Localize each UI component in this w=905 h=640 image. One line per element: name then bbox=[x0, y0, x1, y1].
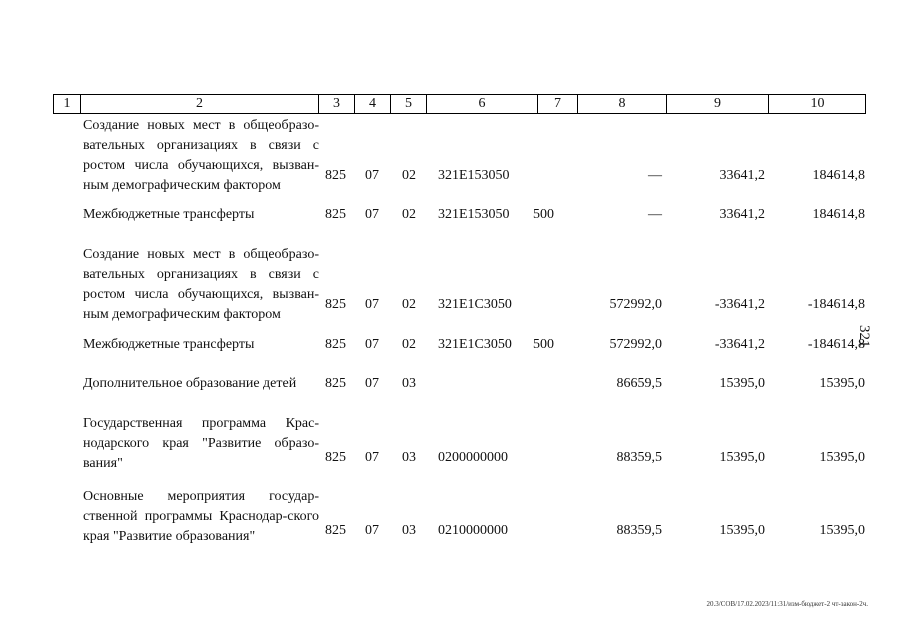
row-sum2: 15395,0 bbox=[719, 450, 765, 465]
row-admin: 825 bbox=[325, 297, 346, 312]
row-sum2: -33641,2 bbox=[714, 337, 765, 352]
row-admin: 825 bbox=[325, 376, 346, 391]
header-col-7: 7 bbox=[538, 95, 578, 113]
row-section: 07 bbox=[365, 450, 379, 465]
row-sum2: -33641,2 bbox=[714, 297, 765, 312]
row-section: 07 bbox=[365, 337, 379, 352]
row-section: 07 bbox=[365, 376, 379, 391]
row-admin: 825 bbox=[325, 168, 346, 183]
row-sum3: -184614,8 bbox=[807, 297, 865, 312]
header-col-10: 10 bbox=[810, 96, 825, 111]
row-admin: 825 bbox=[325, 207, 346, 222]
row-subsection: 02 bbox=[402, 337, 416, 352]
row-sum1: 88359,5 bbox=[616, 450, 662, 465]
row-section: 07 bbox=[365, 297, 379, 312]
row-sum3: 184614,8 bbox=[812, 168, 865, 183]
row-sum3: 184614,8 bbox=[812, 207, 865, 222]
header-col-9: 9 bbox=[667, 95, 769, 113]
row-sum3: 15395,0 bbox=[819, 450, 865, 465]
row-sum2: 15395,0 bbox=[719, 523, 765, 538]
row-subsection: 02 bbox=[402, 207, 416, 222]
row-target: 0210000000 bbox=[438, 523, 508, 538]
row-section: 07 bbox=[365, 523, 379, 538]
row-admin: 825 bbox=[325, 450, 346, 465]
row-sum1: 88359,5 bbox=[616, 523, 662, 538]
header-col-3: 3 bbox=[319, 95, 355, 113]
header-col-1: 1 bbox=[54, 95, 81, 113]
row-type: 500 bbox=[533, 207, 554, 222]
row-subsection: 02 bbox=[402, 168, 416, 183]
header-col-8: 8 bbox=[578, 95, 667, 113]
row-name: Создание новых мест в общеобразо-вательных организациях в связи с ростом числа обучающихся, вызван-ным демографическим фактором bbox=[83, 247, 319, 322]
row-sum3: 15395,0 bbox=[819, 376, 865, 391]
row-name: Дополнительное образование детей bbox=[83, 376, 297, 391]
row-name: Государственная программа Крас-нодарского края "Развитие образо-вания" bbox=[83, 416, 319, 471]
row-sum1: 572992,0 bbox=[609, 337, 662, 352]
row-section: 07 bbox=[365, 168, 379, 183]
header-col-5: 5 bbox=[391, 95, 427, 113]
row-admin: 825 bbox=[325, 337, 346, 352]
row-target: 0200000000 bbox=[438, 450, 508, 465]
row-name: Межбюджетные трансферты bbox=[83, 207, 255, 222]
row-sum1: 572992,0 bbox=[609, 297, 662, 312]
footer-text: 20.3/СОВ/17.02.2023/11:31/изм-бюджет-2 чт-закон-2ч. bbox=[706, 600, 868, 608]
row-target: 321E153050 bbox=[438, 207, 510, 222]
row-sum1: — bbox=[648, 207, 662, 222]
row-subsection: 03 bbox=[402, 523, 416, 538]
row-name: Основные мероприятия государ-ственной программы Краснодар-ского края "Развитие образования" bbox=[83, 489, 319, 544]
header-col-4: 4 bbox=[355, 95, 391, 113]
row-type: 500 bbox=[533, 337, 554, 352]
row-target: 321E1С3050 bbox=[438, 337, 512, 352]
page-number: 321 bbox=[856, 325, 872, 348]
row-sum1: 86659,5 bbox=[616, 376, 662, 391]
header-col-6: 6 bbox=[427, 95, 538, 113]
row-subsection: 02 bbox=[402, 297, 416, 312]
row-name: Создание новых мест в общеобразо-вательных организациях в связи с ростом числа обучающихся, вызван-ным демографическим фактором bbox=[83, 118, 319, 193]
row-name: Межбюджетные трансферты bbox=[83, 337, 255, 352]
row-subsection: 03 bbox=[402, 450, 416, 465]
row-sum2: 33641,2 bbox=[719, 168, 765, 183]
header-col-2: 2 bbox=[81, 95, 319, 113]
row-admin: 825 bbox=[325, 523, 346, 538]
table-header bbox=[53, 94, 866, 114]
row-sum1: — bbox=[648, 168, 662, 183]
row-target: 321E153050 bbox=[438, 168, 510, 183]
row-target: 321E1С3050 bbox=[438, 297, 512, 312]
row-sum3: -184614,8 bbox=[807, 337, 865, 352]
row-sum2: 15395,0 bbox=[719, 376, 765, 391]
row-sum2: 33641,2 bbox=[719, 207, 765, 222]
row-sum3: 15395,0 bbox=[819, 523, 865, 538]
row-subsection: 03 bbox=[402, 376, 416, 391]
row-section: 07 bbox=[365, 207, 379, 222]
